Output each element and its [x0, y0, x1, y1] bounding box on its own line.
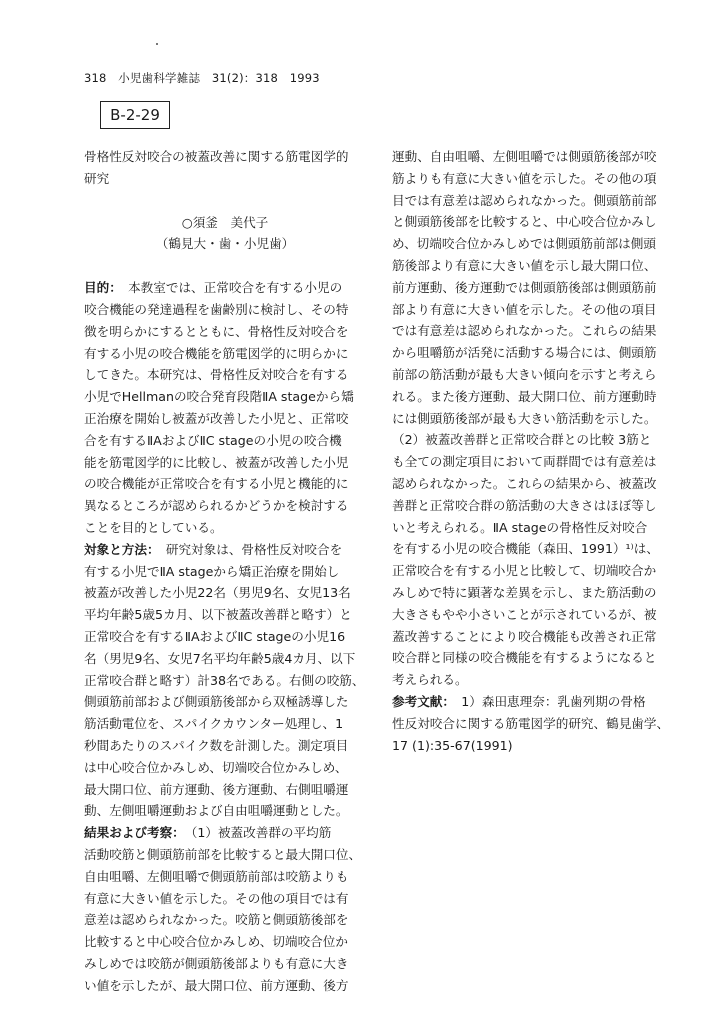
text-line	[84, 299, 366, 321]
text-line	[392, 364, 657, 386]
journal-header: 318 小児歯科学雑誌 31(2)：318 1993	[84, 71, 320, 85]
text-line	[84, 473, 366, 495]
text-line	[392, 233, 654, 255]
line-text: してきた。本研究は、骨格性反対咬合を有する	[84, 367, 349, 383]
line-text: 部より有意に大きい値を示した。その他の項目	[392, 301, 657, 317]
line-text: 徴を明らかにするとともに、骨格性反対咬合を	[84, 323, 349, 339]
text-line	[84, 408, 366, 430]
line-text: 善群と正常咬合群の筋活動の大きさはほぼ等し	[392, 497, 657, 513]
left-body	[84, 277, 366, 996]
text-line	[84, 888, 366, 910]
text-line	[392, 604, 657, 626]
line-text: いと考えられる。ⅡA stageの骨格性反対咬合	[392, 519, 648, 535]
line-text: 動、左側咀嚼運動および自由咀嚼運動とした。	[84, 803, 349, 819]
text-line	[84, 779, 366, 801]
text-line	[84, 713, 366, 735]
scan-speck	[156, 43, 158, 45]
line-text: 1）森田恵理奈：乳歯列期の骨格	[448, 693, 646, 709]
line-text: みしめで特に顕著な差異を示し、また筋活動の	[392, 584, 657, 600]
title-line-1: 骨格性反対咬合の被蓋改善に関する筋電図学的	[84, 149, 349, 164]
text-line	[84, 691, 366, 713]
line-text: を有する小児の咬合機能（森田、1991）¹⁾は、	[392, 541, 659, 557]
affiliation: （鶴見大・歯・小児歯）	[155, 236, 295, 252]
text-line	[392, 560, 657, 582]
text-line	[392, 255, 657, 277]
text-line	[392, 190, 657, 212]
line-text: 意差は認められなかった。咬筋と側頭筋後部を	[84, 912, 349, 928]
text-line	[392, 277, 657, 299]
line-text: 本教室では、正常咬合を有する小児の	[115, 280, 343, 296]
line-text: 咬合群と同様の咬合機能を有するようになると	[392, 650, 657, 666]
line-text: 運動、自由咀嚼、左側咀嚼では側頭筋後部が咬	[392, 149, 657, 164]
abstract-code: B-2-29	[110, 106, 160, 124]
line-text: 正常咬合を有する小児と比較して、切端咬合か	[392, 563, 657, 579]
text-line	[84, 495, 366, 517]
text-line	[392, 713, 670, 735]
text-line	[84, 866, 366, 888]
line-text: 考えられる。	[392, 672, 468, 688]
text-line	[84, 648, 366, 670]
text-line	[392, 168, 657, 190]
text-line	[84, 822, 366, 844]
line-text: 活動咬筋と側頭筋前部を比較すると最大開口位、	[84, 846, 362, 862]
line-text: 筋後部より有意に大きい値を示し最大開口位、	[392, 257, 657, 273]
line-text: 正常咬合群と略す）計38名である。右側の咬筋、	[84, 672, 365, 688]
line-text: 合を有するⅡAおよびⅡC stageの小児の咬合機	[84, 432, 342, 448]
line-text: 有する小児の咬合機能を筋電図学的に明らかに	[84, 345, 349, 361]
text-line	[84, 364, 366, 386]
text-line	[392, 146, 657, 168]
line-text: 咬合機能の発達過程を歯齢別に検討し、その特	[84, 301, 349, 317]
text-line	[84, 844, 366, 866]
author: ○須釜 美代子	[181, 214, 269, 230]
text-line	[84, 321, 366, 343]
text-line	[392, 320, 657, 342]
text-line	[84, 343, 366, 365]
line-text: 異なるところが認められるかどうかを検討する	[84, 498, 349, 514]
line-text: 能を筋電図学的に比較し、被蓋が改善した小児	[84, 454, 349, 470]
line-text: 自由咀嚼、左側咀嚼で側頭筋前部は咬筋よりも	[84, 868, 349, 884]
text-line	[84, 800, 366, 822]
title-line-2: 研究	[84, 170, 110, 186]
line-text: 筋よりも有意に大きい値を示した。その他の項	[392, 170, 657, 186]
line-text: 大きさもやや小さいことが示されているが、被	[392, 606, 657, 622]
line-text: は中心咬合位かみしめ、切端咬合位かみしめ、	[84, 759, 348, 775]
text-line	[392, 495, 657, 517]
line-text: 名（男児9名、女児7名平均年齢5歳4カ月、以下	[84, 650, 356, 666]
line-text: 最大開口位、前方運動、後方運動、右側咀嚼運	[84, 781, 349, 797]
line-text: 有する小児でⅡA stageから矯正治療を開始し	[84, 563, 340, 579]
line-text: 性反対咬合に関する筋電図学的研究、鶴見歯学、	[392, 715, 670, 731]
abstract-code-box	[100, 101, 170, 129]
text-line	[84, 931, 366, 953]
line-text: い値を示したが、最大開口位、前方運動、後方	[84, 977, 349, 993]
text-line	[392, 342, 657, 364]
line-text: には側頭筋後部が最も大きい筋活動を示した。	[392, 410, 657, 426]
text-line	[84, 909, 366, 931]
text-line	[84, 430, 366, 452]
line-text: と側頭筋後部を比較すると、中心咬合位かみし	[392, 214, 657, 230]
text-line	[392, 299, 657, 321]
text-line	[392, 626, 657, 648]
section-label: 参考文献：	[392, 693, 449, 709]
line-text: も全ての測定項目において両群間では有意差は	[392, 454, 657, 470]
line-text: 被蓋が改善した小児22名（男児9名、女児13名	[84, 585, 351, 601]
line-text: 小児でHellmanの咬合発育段階ⅡA stageから矯	[84, 389, 354, 405]
text-line	[392, 451, 657, 473]
right-body	[392, 146, 670, 756]
text-line	[84, 517, 366, 539]
text-line	[392, 211, 657, 233]
text-line	[392, 647, 657, 669]
text-line	[84, 757, 366, 779]
text-line	[84, 626, 366, 648]
line-text: 秒間あたりのスパイク数を計測した。測定項目	[84, 737, 349, 753]
text-line	[84, 539, 366, 561]
line-text: の咬合機能が正常咬合を有する小児と機能的に	[84, 476, 349, 492]
line-text: 正常咬合を有するⅡAおよびⅡC stageの小児16	[84, 628, 346, 644]
line-text: （1）被蓋改善群の平均筋	[178, 825, 332, 841]
right-column	[392, 146, 670, 756]
line-text: ことを目的としている。	[84, 519, 223, 535]
text-line	[392, 538, 659, 560]
text-line	[84, 561, 366, 583]
text-line	[84, 604, 366, 626]
line-text: 認められなかった。これらの結果から、被蓋改	[392, 475, 657, 491]
text-line	[392, 582, 657, 604]
line-text: では有意差は認められなかった。これらの結果	[392, 323, 657, 339]
text-line	[84, 953, 366, 975]
text-line	[392, 386, 657, 408]
text-line	[392, 517, 654, 539]
text-line	[392, 429, 654, 451]
text-line	[84, 582, 366, 604]
line-text: 前方運動、後方運動では側頭筋後部は側頭筋前	[392, 279, 657, 295]
line-text: れる。また後方運動、最大開口位、前方運動時	[392, 388, 657, 404]
line-text: 目では有意差は認められなかった。側頭筋前部	[392, 192, 657, 208]
line-text: 研究対象は、骨格性反対咬合を	[153, 541, 343, 557]
section-label: 結果および考察：	[84, 825, 179, 841]
text-line	[84, 670, 366, 692]
line-text: 平均年齢5歳5カ月、以下被蓋改善群と略す）と	[84, 607, 352, 623]
line-text: 有意に大きい値を示した。その他の項目では有	[84, 890, 349, 906]
line-text: 側頭筋前部および側頭筋後部から双極誘導した	[84, 694, 349, 710]
line-text: 筋活動電位を、スパイクカウンター処理し、1	[84, 716, 344, 732]
text-line	[392, 473, 657, 495]
line-text: みしめでは咬筋が側頭筋後部よりも有意に大き	[84, 955, 349, 971]
line-text: め、切端咬合位かみしめでは側頭筋前部は側頭	[392, 236, 656, 252]
line-text: （2）被蓋改善群と正常咬合群との比較 3筋と	[392, 432, 652, 448]
text-line	[84, 735, 366, 757]
section-label: 対象と方法：	[84, 541, 154, 557]
text-line	[392, 669, 654, 691]
line-text: 17 (1):35-67(1991)	[392, 737, 513, 753]
text-line	[84, 975, 366, 997]
line-text: から咀嚼筋が活発に活動する場合には、側頭筋	[392, 345, 657, 361]
line-text: 蓋改善することにより咬合機能も改善され正常	[392, 628, 657, 644]
text-line	[392, 408, 657, 430]
text-line	[84, 452, 366, 474]
line-text: 比較すると中心咬合位かみしめ、切端咬合位か	[84, 934, 348, 950]
text-line	[84, 386, 366, 408]
left-column	[84, 146, 366, 996]
text-line	[392, 691, 654, 713]
line-text: 前部の筋活動が最も大きい傾向を示すと考えら	[392, 366, 657, 382]
section-label: 目的：	[84, 280, 116, 296]
line-text: 正治療を開始し被蓋が改善した小児と、正常咬	[84, 410, 349, 426]
text-line	[84, 277, 366, 299]
text-line	[392, 735, 654, 757]
